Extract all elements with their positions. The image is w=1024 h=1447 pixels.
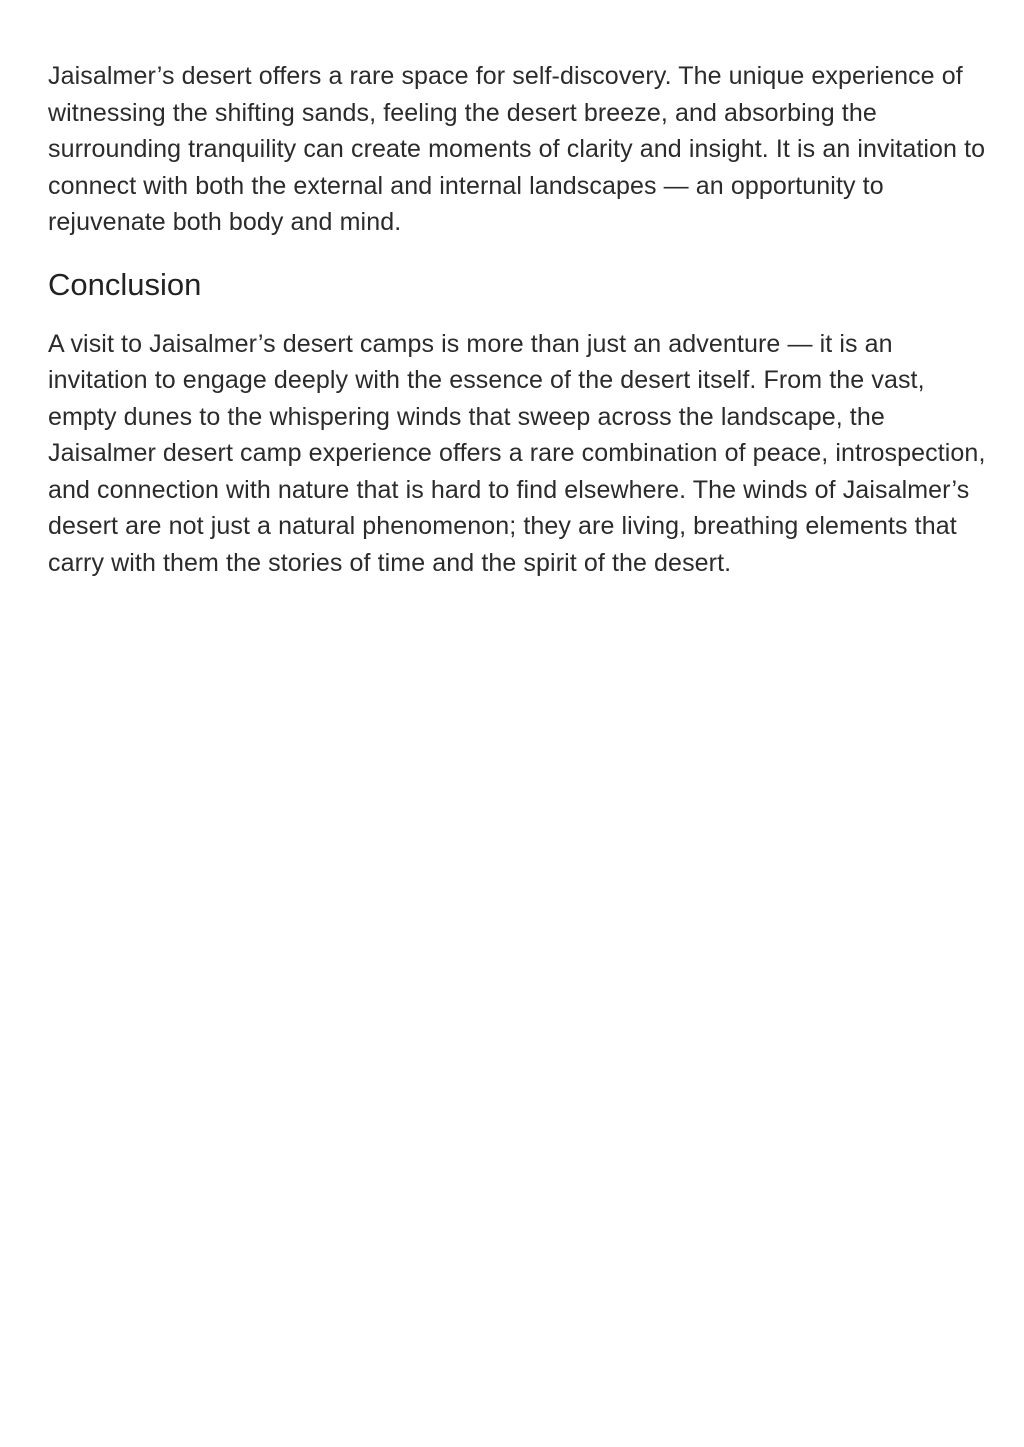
intro-paragraph: Jaisalmer’s desert offers a rare space for self-discovery. The unique experience of witnessing the shifting sands, feeling the desert breeze, and absorbing the surrounding tranquility can create moments of clarity and insight. It is an invitation to connect with both the external and internal landscapes — an opportunity to rejuvenate both body and mind.	[48, 62, 986, 236]
conclusion-paragraph: A visit to Jaisalmer’s desert camps is more than just an adventure — it is an invitation to engage deeply with the essence of the desert itself. From the vast, empty dunes to the whispering winds that sweep across the landscape, the Jaisalmer desert camp experience offers a rare combination of peace, introspection, and connection with nature that is hard to find elsewhere. The winds of Jaisalmer’s desert are not just a natural phenomenon; they are living, breathing elements that carry with them the stories of time and the spirit of the desert.	[48, 329, 986, 577]
conclusion-heading: Conclusion	[48, 266, 202, 302]
document-page	[48, 58, 988, 581]
